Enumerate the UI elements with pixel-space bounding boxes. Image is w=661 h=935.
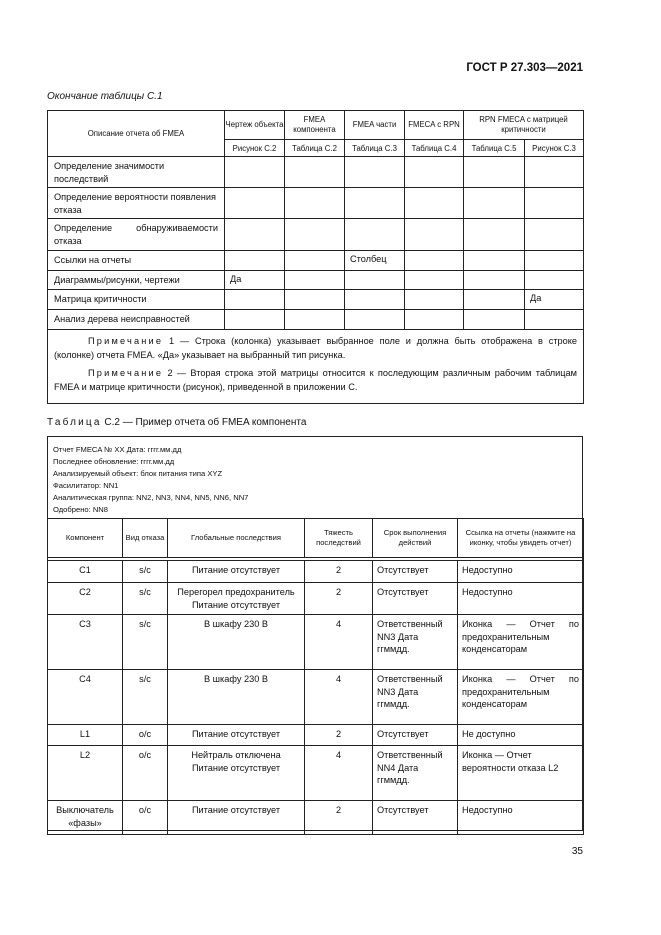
severity-cell: 4: [305, 670, 373, 725]
table-cell: [345, 188, 405, 219]
column-title: FMECA с RPN: [405, 111, 464, 140]
report-meta-line: Анализируемый объект: блок питания типа XYZ: [53, 469, 223, 478]
table-row: [48, 746, 584, 801]
note-prefix: Примечание: [88, 336, 164, 346]
mode-cell: s/c: [123, 561, 168, 583]
row-label: Диаграммы/рисунки, чертежи: [48, 271, 225, 290]
component-cell: L2: [48, 746, 123, 801]
table-cell: [345, 219, 405, 251]
column-ref: Рисунок С.3: [525, 140, 584, 157]
table-row: [48, 157, 584, 188]
table-cell: [285, 290, 345, 310]
table-cell: [464, 290, 525, 310]
reference-cell: Иконка — Отчет вероятности отказа L2: [458, 746, 584, 801]
table-cell: [464, 157, 525, 188]
table-row: [48, 271, 584, 290]
table-notes: [48, 330, 584, 404]
column-header: Компонент: [48, 519, 123, 558]
mode-cell: o/c: [123, 801, 168, 835]
table-cell: [405, 219, 464, 251]
table-row: [48, 725, 584, 746]
mode-cell: s/c: [123, 670, 168, 725]
caption-prefix: Таблица: [47, 417, 102, 428]
description-header: Описание отчета об FMEA: [48, 111, 225, 157]
table-cell: [405, 271, 464, 290]
column-title: RPN FMECA с матрицей критичности: [464, 111, 584, 140]
component-cell: Выключатель «фазы»: [48, 801, 123, 835]
table-row: [48, 251, 584, 271]
table-cell: [405, 188, 464, 219]
column-header: Глобальные последствия: [168, 519, 305, 558]
column-title: FMEA компонента: [285, 111, 345, 140]
table-notes-row: [48, 330, 584, 404]
column-ref: Таблица С.3: [345, 140, 405, 157]
column-header: Тяжесть последствий: [305, 519, 373, 558]
effect-cell: Питание отсутствует: [168, 801, 305, 835]
column-title: FMEA части: [345, 111, 405, 140]
severity-cell: 4: [305, 746, 373, 801]
table-cell: [225, 188, 285, 219]
column-header: Ссылка на отчеты (нажмите на иконку, чтобы увидеть отчет): [458, 519, 584, 558]
deadline-cell: Ответственный NN3 Дата ггммдд.: [373, 615, 458, 670]
table-cell: [285, 251, 345, 271]
severity-cell: 2: [305, 801, 373, 835]
severity-cell: 2: [305, 561, 373, 583]
table-cell: [405, 251, 464, 271]
table-row: [48, 219, 584, 251]
table-cell: [405, 310, 464, 330]
reference-cell: Недоступно: [458, 561, 584, 583]
table-c1: [47, 110, 584, 404]
component-cell: С2: [48, 583, 123, 615]
row-label: Ссылки на отчеты: [48, 251, 225, 271]
table-cell: [464, 251, 525, 271]
row-label: Определение значимости последствий: [48, 157, 225, 188]
table-cell: [285, 310, 345, 330]
deadline-cell: Отсутствует: [373, 561, 458, 583]
note-2: [54, 366, 577, 394]
report-meta-line: Последнее обновление: гггг.мм.дд: [53, 457, 175, 466]
table-row: [48, 615, 584, 670]
table-cell: [405, 157, 464, 188]
reference-cell: Не доступно: [458, 725, 584, 746]
severity-cell: 4: [305, 615, 373, 670]
table-header-row: [48, 519, 584, 558]
table-cell: [525, 188, 584, 219]
table-cell: Столбец: [345, 251, 405, 271]
effect-cell: Нейтраль отключена Питание отсутствует: [168, 746, 305, 801]
table-row: [48, 670, 584, 725]
effect-cell: В шкафу 230 В: [168, 615, 305, 670]
effect-cell: В шкафу 230 В: [168, 670, 305, 725]
table-cell: [464, 271, 525, 290]
table-cell: [525, 271, 584, 290]
component-cell: L1: [48, 725, 123, 746]
table-cell: [225, 310, 285, 330]
table-cell: [225, 157, 285, 188]
report-meta-line: Фасилитатор: NN1: [53, 481, 119, 490]
table-row: [48, 801, 584, 835]
mode-cell: o/c: [123, 746, 168, 801]
component-cell: С1: [48, 561, 123, 583]
note-text: 2 — Вторая строка этой матрицы относится к последующим различным рабочим таблицам FMEA и матрице критичности (рисунок), приведенной в приложении С.: [54, 368, 577, 392]
column-ref: Таблица С.5: [464, 140, 525, 157]
mode-cell: s/c: [123, 615, 168, 670]
row-label: Определение обнаруживаемости отказа: [48, 219, 225, 251]
deadline-cell: Отсутствует: [373, 725, 458, 746]
column-ref: Таблица С.2: [285, 140, 345, 157]
table-cell: [464, 188, 525, 219]
row-label: Определение вероятности появления отказа: [48, 188, 225, 219]
note-1: [54, 334, 577, 362]
table-cell: [285, 219, 345, 251]
table-cell: [464, 310, 525, 330]
table-cell: [525, 219, 584, 251]
mode-cell: s/c: [123, 583, 168, 615]
table-cell: [525, 157, 584, 188]
table-cell: [525, 310, 584, 330]
table-cell: [225, 290, 285, 310]
effect-cell: Питание отсутствует: [168, 561, 305, 583]
column-header: Срок выполнения действий: [373, 519, 458, 558]
table-row: [48, 310, 584, 330]
report-meta-line: Отчет FMECA № XX Дата: гггг.мм.дд: [53, 445, 182, 454]
table-cell: [345, 271, 405, 290]
table-cell: [345, 290, 405, 310]
table-cell: Да: [525, 290, 584, 310]
row-label: Анализ дерева неисправностей: [48, 310, 225, 330]
mode-cell: o/c: [123, 725, 168, 746]
table-c2: [47, 518, 584, 835]
table-row: [48, 290, 584, 310]
page-number: 35: [571, 846, 583, 857]
note-text: 1 — Строка (колонка) указывает выбранное поле и должна быть отображена в строке (колонке) отчета FMEA. «Да» указывает на выбранный тип рисунка.: [54, 336, 577, 360]
effect-cell: Перегорел предохранитель Питание отсутствует: [168, 583, 305, 615]
reference-cell: Недоступно: [458, 801, 584, 835]
deadline-cell: Отсутствует: [373, 801, 458, 835]
table-row: [48, 561, 584, 583]
caption-text: С.2 — Пример отчета об FMEA компонента: [101, 417, 307, 428]
table-row: [48, 188, 584, 219]
severity-cell: 2: [305, 725, 373, 746]
reference-cell: Иконка — Отчет по предохранительным конденсаторам: [458, 670, 584, 725]
table-cell: Да: [225, 271, 285, 290]
table-cell: [225, 251, 285, 271]
deadline-cell: Ответственный NN3 Дата ггммдд.: [373, 670, 458, 725]
table-cell: [285, 271, 345, 290]
reference-cell: Недоступно: [458, 583, 584, 615]
table-row: [48, 583, 584, 615]
severity-cell: 2: [305, 583, 373, 615]
document-code: ГОСТ Р 27.303—2021: [466, 62, 583, 74]
deadline-cell: Ответственный NN4 Дата ггммдд.: [373, 746, 458, 801]
column-ref: Таблица С.4: [405, 140, 464, 157]
effect-cell: Питание отсутствует: [168, 725, 305, 746]
report-meta-line: Одобрено: NN8: [53, 505, 109, 514]
table-cell: [345, 157, 405, 188]
column-ref: Рисунок С.2: [225, 140, 285, 157]
table-cell: [225, 219, 285, 251]
component-cell: С4: [48, 670, 123, 725]
note-prefix: Примечание: [88, 368, 164, 378]
column-title: Чертеж объекта: [225, 111, 285, 140]
table-cell: [405, 290, 464, 310]
deadline-cell: Отсутствует: [373, 583, 458, 615]
row-label: Матрица критичности: [48, 290, 225, 310]
table-c1-continuation-caption: Окончание таблицы С.1: [47, 91, 163, 102]
table-cell: [285, 188, 345, 219]
table-cell: [345, 310, 405, 330]
component-cell: С3: [48, 615, 123, 670]
column-header: Вид отказа: [123, 519, 168, 558]
table-c2-caption: [47, 417, 306, 428]
report-meta-line: Аналитическая группа: NN2, NN3, NN4, NN5, NN6, NN7: [53, 493, 249, 502]
table-cell: [464, 219, 525, 251]
report-meta: [53, 444, 248, 516]
table-cell: [285, 157, 345, 188]
table-cell: [525, 251, 584, 271]
reference-cell: Иконка — Отчет по предохранительным конденсаторам: [458, 615, 584, 670]
